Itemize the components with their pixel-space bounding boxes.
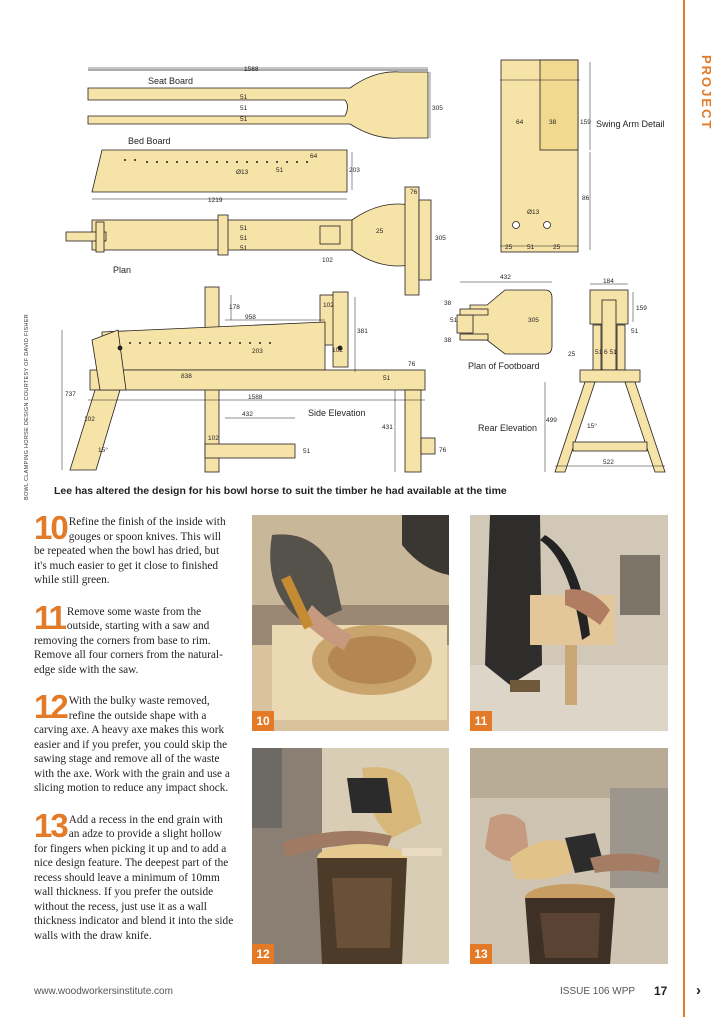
dim-rear-15: 15° [587, 423, 597, 430]
photo-step-10 [252, 515, 449, 731]
label-plan-footboard: Plan of Footboard [468, 361, 540, 371]
step-text: With the bulky waste removed, refine the outside shape with a carving axe. A heavy axe makes this work easier and if you prefer, you could skip the sawing stage and remove all of the waste with the axe. Work with the grain and use a slicing motion to reduce any impact shock. [34, 695, 230, 794]
footer-issue: ISSUE 106 WPP [560, 986, 636, 997]
step-12 [34, 688, 234, 796]
step-number: 11 [34, 598, 65, 636]
dim-foot-51: 51 [450, 317, 458, 324]
step-number: 12 [34, 688, 67, 725]
dim-plan-102: 102 [322, 257, 333, 264]
photo-badge: 10 [252, 711, 274, 731]
dim-bed-203: 203 [349, 167, 360, 174]
dim-bed-len: 1219 [208, 197, 223, 204]
photo-badge: 12 [252, 944, 274, 964]
next-page-arrow-icon[interactable]: › [696, 982, 701, 999]
dim-seat-len: 1588 [244, 66, 259, 73]
dim-foot-38b: 38 [444, 337, 452, 344]
footer-url[interactable]: www.woodworkersinstitute.com [34, 986, 173, 997]
dim-seat-w: 305 [432, 105, 443, 112]
dim-side-203: 203 [252, 348, 263, 355]
dim-side-51: 51 [383, 375, 391, 382]
dim-foot-38a: 38 [444, 300, 452, 307]
step-11 [34, 598, 234, 678]
dim-plan-25: 25 [376, 228, 384, 235]
page-number: 17 [654, 984, 668, 998]
dim-bed-51: 51 [276, 167, 284, 174]
dim-plan-51b: 51 [240, 235, 248, 242]
dim-seat-slot1: 51 [240, 94, 248, 101]
dim-side-102c: 102 [84, 416, 95, 423]
dim-swing-38: 38 [549, 119, 557, 126]
step-text: Remove some waste from the outside, starting with a saw and removing the corners from base to rim. Remove all four corners from the natural-edge side with the saw. [34, 605, 223, 676]
dim-rear-522: 522 [603, 459, 614, 466]
dim-foot-305: 305 [528, 317, 539, 324]
photo-badge: 13 [470, 944, 492, 964]
dim-rear-499: 499 [546, 417, 557, 424]
bowl-horse-diagram [0, 0, 719, 500]
dim-bed-64: 64 [310, 153, 318, 160]
dim-side-15: 15° [98, 447, 108, 454]
dim-swing-159: 159 [580, 119, 591, 126]
dim-plan-305: 305 [435, 235, 446, 242]
dim-plan-76: 76 [410, 189, 418, 196]
dim-seat-slot3: 51 [240, 116, 248, 123]
dim-swing-64: 64 [516, 119, 524, 126]
dim-side-431: 431 [382, 424, 393, 431]
dim-side-381: 381 [357, 328, 368, 335]
bed-board-drawing [92, 150, 347, 192]
seat-board-drawing [88, 70, 428, 138]
dim-swing-51: 51 [527, 244, 535, 251]
dim-foot-432: 432 [500, 274, 511, 281]
dim-side-432: 432 [242, 411, 253, 418]
dim-side-1588: 1588 [248, 394, 263, 401]
diagram-caption: Lee has altered the design for his bowl horse to suit the timber he had available at the time [54, 485, 507, 497]
dim-rear-184: 184 [603, 278, 614, 285]
label-swing-arm: Swing Arm Detail [596, 119, 665, 129]
label-plan: Plan [113, 265, 132, 275]
step-10 [34, 509, 234, 588]
dim-seat-slot2: 51 [240, 105, 248, 112]
dim-side-838: 838 [181, 373, 192, 380]
photo-badge: 11 [470, 711, 492, 731]
dim-swing-hole: Ø13 [527, 209, 540, 216]
dim-side-102b: 102 [332, 347, 343, 354]
dim-side-51b: 51 [303, 448, 311, 455]
dim-plan-51c: 51 [240, 245, 248, 252]
dim-side-102d: 102 [208, 435, 219, 442]
step-number: 13 [34, 806, 67, 844]
label-bed-board: Bed Board [128, 136, 171, 146]
dim-side-76b: 76 [439, 447, 447, 454]
dim-side-102a: 102 [323, 302, 334, 309]
label-side-elevation: Side Elevation [308, 408, 366, 418]
label-rear-elevation: Rear Elevation [478, 423, 538, 433]
steps-column [34, 509, 234, 960]
section-tag: PROJECT [699, 55, 714, 131]
step-number: 10 [34, 509, 67, 546]
photo-step-13 [470, 748, 668, 964]
dim-side-737: 737 [65, 391, 76, 398]
dim-side-178: 178 [229, 304, 240, 311]
photo-step-11 [470, 515, 668, 731]
dim-swing-25b: 25 [553, 244, 561, 251]
dim-rear-159: 159 [636, 305, 647, 312]
design-credit: BOWL CLAMPING HORSE DESIGN COURTESY OF DAVID FISHER [24, 314, 30, 500]
dim-rear-25: 25 [568, 351, 576, 358]
step-13 [34, 806, 234, 944]
dim-rear-516: 51 6 51 [595, 349, 617, 356]
step-text: Refine the finish of the inside with gouges or spoon knives. This will be repeated when the bowl has dried, but it's much easier to get it close to finished while still green. [34, 516, 226, 586]
dim-plan-51a: 51 [240, 225, 248, 232]
swing-arm-drawing [501, 60, 578, 252]
dim-bed-hole: Ø13 [236, 169, 249, 176]
label-seat-board: Seat Board [148, 76, 194, 86]
dim-side-958: 958 [245, 314, 256, 321]
dim-rear-51: 51 [631, 328, 639, 335]
dim-swing-86: 86 [582, 195, 590, 202]
plan-drawing [66, 187, 431, 295]
rear-elevation-drawing [555, 290, 665, 472]
photo-step-12 [252, 748, 449, 964]
step-text: Add a recess in the end grain with an adze to provide a slight hollow for fingers when picking it up and to add a nice design feature. The deepest part of the recess should leave a minimum of 10mm wall thickness. If you prefer the outside without the recess, just use it as a wall thickness indicator and blend it into the side walls with the draw knife. [34, 813, 234, 942]
dim-side-76a: 76 [408, 361, 416, 368]
dim-swing-25a: 25 [505, 244, 513, 251]
